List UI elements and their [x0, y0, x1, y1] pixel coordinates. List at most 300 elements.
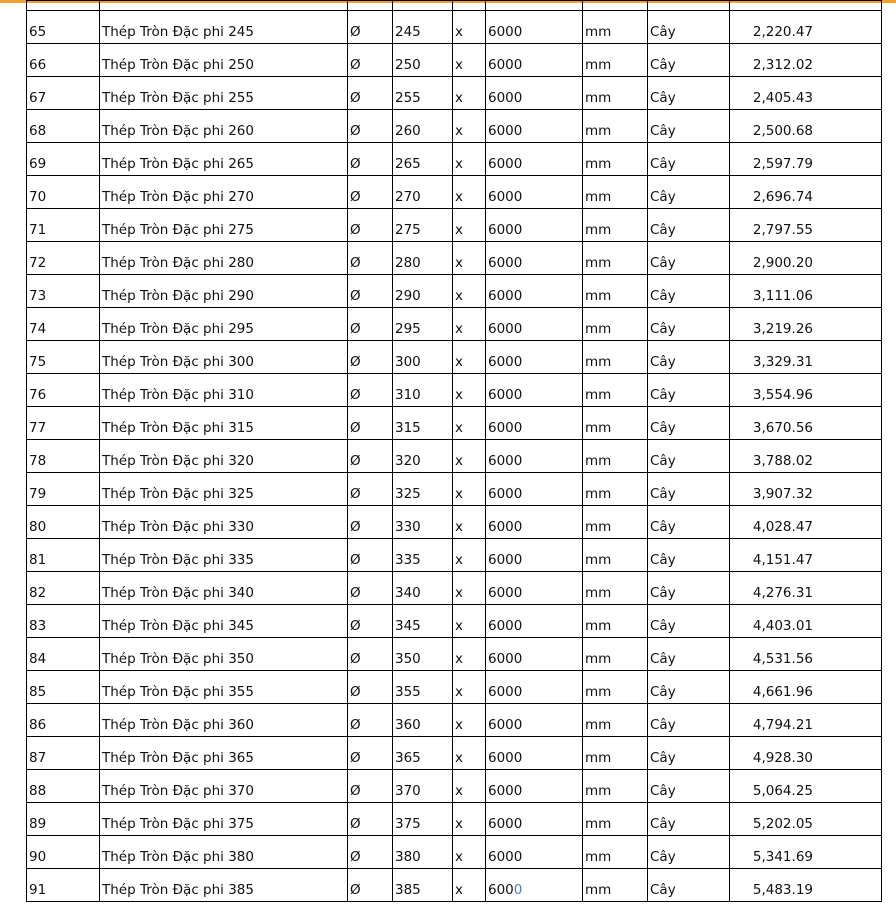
cell-length	[486, 44, 583, 77]
cell-unit	[583, 143, 648, 176]
cell-diameter-symbol	[348, 671, 393, 704]
cell-diameter	[393, 572, 453, 605]
cell-unit	[583, 638, 648, 671]
cell-times-sign	[453, 77, 486, 110]
cell-diameter-symbol	[348, 77, 393, 110]
table-row	[27, 836, 882, 869]
cell-name-text: Thép Tròn Đặc phi 330	[102, 519, 254, 535]
cell-name-text: Thép Tròn Đặc phi 300	[102, 354, 254, 370]
cell-diameter-text: 350	[395, 651, 421, 667]
cell-name-text: Thép Tròn Đặc phi 380	[102, 849, 254, 865]
cell-weight	[730, 374, 882, 407]
cell-diameter	[393, 473, 453, 506]
cell-length-text: 6000	[488, 189, 523, 205]
table-row	[27, 770, 882, 803]
cell-times-sign	[453, 605, 486, 638]
cell-weight-text: 2,900.20	[752, 255, 813, 271]
cell-no-text: 88	[29, 783, 47, 799]
cell-name	[100, 803, 348, 836]
cell-weight	[730, 407, 882, 440]
cell-diameter-text: 295	[395, 321, 421, 337]
cell-weight	[730, 605, 882, 638]
cell-length-text: 6000	[488, 24, 523, 40]
cell-diameter-symbol-text: Ø	[350, 24, 361, 40]
cell-times-sign	[453, 770, 486, 803]
cell-uom	[648, 176, 730, 209]
cell-weight	[730, 869, 882, 902]
cell-weight	[730, 638, 882, 671]
cell-uom-text: Cây	[650, 717, 676, 733]
cell-name-text: Thép Tròn Đặc phi 350	[102, 651, 254, 667]
cell-length	[486, 176, 583, 209]
cell-diameter	[393, 737, 453, 770]
cell-diameter	[393, 704, 453, 737]
cell-unit-text: mm	[585, 321, 612, 337]
cell-times-sign-text: x	[455, 156, 463, 172]
cell-no	[27, 572, 100, 605]
cell-diameter	[393, 341, 453, 374]
cell-uom-text: Cây	[650, 420, 676, 436]
cell-unit-text: mm	[585, 882, 612, 898]
cell-weight-text: 5,341.69	[752, 849, 813, 865]
cell-name	[100, 242, 348, 275]
cell-diameter-symbol-text: Ø	[350, 123, 361, 139]
cell-length-text: 6000	[488, 486, 523, 502]
cell-name-text: Thép Tròn Đặc phi 275	[102, 222, 254, 238]
cell-diameter-text: 245	[395, 24, 421, 40]
cell-uom-text: Cây	[650, 156, 676, 172]
cell-diameter-text: 330	[395, 519, 421, 535]
cell-no	[27, 242, 100, 275]
cell-diameter-symbol-text: Ø	[350, 849, 361, 865]
cell-no	[27, 11, 100, 44]
cell-unit	[583, 110, 648, 143]
cell-name-text: Thép Tròn Đặc phi 340	[102, 585, 254, 601]
cell-name	[100, 638, 348, 671]
cell-length	[486, 275, 583, 308]
cell-diameter-symbol	[348, 605, 393, 638]
cell-no-text: 65	[29, 24, 47, 40]
cell-diameter-text: 340	[395, 585, 421, 601]
cell-diameter-symbol	[348, 110, 393, 143]
cell-uom-text: Cây	[650, 849, 676, 865]
cell-unit-text: mm	[585, 816, 612, 832]
cell-no	[27, 506, 100, 539]
cell-times-sign-text: x	[455, 519, 463, 535]
cell-weight	[730, 242, 882, 275]
cell-weight-text: 4,531.56	[752, 651, 813, 667]
cell-name-text: Thép Tròn Đặc phi 335	[102, 552, 254, 568]
cell-times-sign	[453, 440, 486, 473]
cell-diameter-text: 255	[395, 90, 421, 106]
cell-length	[486, 770, 583, 803]
cell-uom-text: Cây	[650, 222, 676, 238]
cell-length	[486, 77, 583, 110]
cell-no	[27, 803, 100, 836]
cell-uom-text: Cây	[650, 486, 676, 502]
table-row	[27, 275, 882, 308]
cell-name	[100, 374, 348, 407]
cell-diameter-symbol-text: Ø	[350, 387, 361, 403]
cell-uom	[648, 308, 730, 341]
cell-no-text: 80	[29, 519, 47, 535]
cell-no-text: 86	[29, 717, 47, 733]
cell-diameter-symbol-text: Ø	[350, 288, 361, 304]
cell-unit	[583, 671, 648, 704]
cell-length	[486, 836, 583, 869]
cell-diameter-text: 280	[395, 255, 421, 271]
cell-uom	[648, 737, 730, 770]
cell-length	[486, 341, 583, 374]
cell-diameter	[393, 671, 453, 704]
cell-times-sign-text: x	[455, 816, 463, 832]
cell-weight-text: 4,028.47	[752, 519, 813, 535]
cell-diameter-text: 320	[395, 453, 421, 469]
cell-weight-text: 2,797.55	[752, 222, 813, 238]
cell-no	[27, 539, 100, 572]
cell-length	[486, 110, 583, 143]
cell-unit-text: mm	[585, 552, 612, 568]
cell-length-text: 6000	[488, 849, 523, 865]
cell-weight-text: 2,405.43	[752, 90, 813, 106]
cell-weight	[730, 77, 882, 110]
cell-unit	[583, 605, 648, 638]
table-row	[27, 11, 882, 44]
cell-times-sign	[453, 176, 486, 209]
cell-name	[100, 836, 348, 869]
cell-uom-text: Cây	[650, 354, 676, 370]
cell-times-sign	[453, 869, 486, 902]
cell-diameter-symbol	[348, 770, 393, 803]
cell-diameter-symbol-text: Ø	[350, 684, 361, 700]
cell-diameter	[393, 869, 453, 902]
cell-weight	[730, 572, 882, 605]
cell-diameter	[393, 440, 453, 473]
cell-diameter-symbol	[348, 176, 393, 209]
cell-unit	[583, 572, 648, 605]
cell-name	[100, 869, 348, 902]
table-row	[27, 209, 882, 242]
cell-no	[27, 374, 100, 407]
cell-unit-text: mm	[585, 585, 612, 601]
cell-unit-text: mm	[585, 519, 612, 535]
cell-weight-text: 3,788.02	[752, 453, 813, 469]
cell-uom	[648, 440, 730, 473]
cell-no-text: 91	[29, 882, 47, 898]
cell-name-text: Thép Tròn Đặc phi 290	[102, 288, 254, 304]
cell-times-sign-text: x	[455, 24, 463, 40]
cell-diameter-symbol-text: Ø	[350, 783, 361, 799]
cell-unit-text: mm	[585, 189, 612, 205]
cell-uom	[648, 704, 730, 737]
cell-unit	[583, 44, 648, 77]
table-row	[27, 473, 882, 506]
cell-unit	[583, 308, 648, 341]
cell-weight-text: 5,064.25	[752, 783, 813, 799]
cell-times-sign-text: x	[455, 585, 463, 601]
cell-name-text: Thép Tròn Đặc phi 280	[102, 255, 254, 271]
cell-times-sign	[453, 671, 486, 704]
cell-diameter-text: 270	[395, 189, 421, 205]
cell-weight-text: 2,312.02	[752, 57, 813, 73]
cell-times-sign-text: x	[455, 717, 463, 733]
cell-length	[486, 440, 583, 473]
table-row	[27, 539, 882, 572]
cell-length-text: 6000	[488, 552, 523, 568]
cell-unit	[583, 473, 648, 506]
cell-no	[27, 605, 100, 638]
cell-uom-text: Cây	[650, 90, 676, 106]
cell-unit	[583, 506, 648, 539]
cell-no	[27, 308, 100, 341]
length-text-tail: 0	[513, 882, 523, 898]
cell-diameter-text: 335	[395, 552, 421, 568]
cell-name-text: Thép Tròn Đặc phi 370	[102, 783, 254, 799]
cell-times-sign	[453, 44, 486, 77]
cell-times-sign-text: x	[455, 618, 463, 634]
cell-unit-text: mm	[585, 420, 612, 436]
cell-weight-text: 2,597.79	[752, 156, 813, 172]
cell-weight	[730, 704, 882, 737]
cell-times-sign	[453, 374, 486, 407]
cell-unit	[583, 341, 648, 374]
cell-uom	[648, 77, 730, 110]
cell-diameter-symbol-text: Ø	[350, 189, 361, 205]
cell-diameter-symbol	[348, 374, 393, 407]
cell-uom-text: Cây	[650, 783, 676, 799]
cell-times-sign	[453, 704, 486, 737]
cell-diameter-text: 355	[395, 684, 421, 700]
cell-name	[100, 143, 348, 176]
cell-diameter	[393, 638, 453, 671]
cell-weight	[730, 143, 882, 176]
cell-times-sign	[453, 803, 486, 836]
cell-length	[486, 605, 583, 638]
cell-diameter-text: 315	[395, 420, 421, 436]
cell-diameter	[393, 308, 453, 341]
cell-diameter-symbol-text: Ø	[350, 453, 361, 469]
cell-name	[100, 308, 348, 341]
cell-weight	[730, 506, 882, 539]
cell-unit	[583, 836, 648, 869]
cell-no-text: 72	[29, 255, 47, 271]
cell-times-sign-text: x	[455, 57, 463, 73]
cell-length-text: 6000	[488, 651, 523, 667]
cell-diameter	[393, 44, 453, 77]
cell-name	[100, 407, 348, 440]
cell-length	[486, 473, 583, 506]
cell-no	[27, 341, 100, 374]
cell-name-text: Thép Tròn Đặc phi 355	[102, 684, 254, 700]
cell-length-text: 6000	[488, 519, 523, 535]
cell-no-text: 75	[29, 354, 47, 370]
cell-weight-text: 4,276.31	[752, 585, 813, 601]
cell-length-text: 6000	[488, 750, 523, 766]
cell-length	[486, 11, 583, 44]
cell-length-text: 6000	[488, 288, 523, 304]
cell-weight	[730, 11, 882, 44]
cell-diameter-text: 385	[395, 882, 421, 898]
cell-diameter	[393, 605, 453, 638]
cell-weight	[730, 671, 882, 704]
cell-no-text: 84	[29, 651, 47, 667]
cell-weight-text: 3,670.56	[752, 420, 813, 436]
cell-times-sign	[453, 407, 486, 440]
cell-times-sign-text: x	[455, 849, 463, 865]
cell-diameter	[393, 539, 453, 572]
cell-diameter-symbol-text: Ø	[350, 222, 361, 238]
cell-uom-text: Cây	[650, 24, 676, 40]
cell-weight-text: 5,483.19	[752, 882, 813, 898]
table-row	[27, 572, 882, 605]
cell-length	[486, 407, 583, 440]
cell-uom-text: Cây	[650, 123, 676, 139]
table-row	[27, 308, 882, 341]
cell-length	[486, 143, 583, 176]
cell-diameter-text: 365	[395, 750, 421, 766]
cell-diameter-text: 375	[395, 816, 421, 832]
cell-weight	[730, 209, 882, 242]
cell-times-sign-text: x	[455, 453, 463, 469]
cell-diameter-text: 380	[395, 849, 421, 865]
cell-diameter-symbol	[348, 572, 393, 605]
cell-unit-text: mm	[585, 684, 612, 700]
cell-name-text: Thép Tròn Đặc phi 365	[102, 750, 254, 766]
cell-uom	[648, 869, 730, 902]
cell-name-text: Thép Tròn Đặc phi 375	[102, 816, 254, 832]
cell-diameter-symbol-text: Ø	[350, 321, 361, 337]
cell-uom-text: Cây	[650, 651, 676, 667]
cell-times-sign-text: x	[455, 123, 463, 139]
cell-diameter	[393, 803, 453, 836]
cell-diameter-text: 275	[395, 222, 421, 238]
cell-diameter-symbol-text: Ø	[350, 750, 361, 766]
cell-unit	[583, 539, 648, 572]
table-row	[27, 242, 882, 275]
cell-diameter-symbol-text: Ø	[350, 552, 361, 568]
cell-uom	[648, 209, 730, 242]
cell-name	[100, 275, 348, 308]
cell-diameter-symbol	[348, 737, 393, 770]
cell-length-text: 6000	[488, 156, 523, 172]
cell-diameter-symbol	[348, 242, 393, 275]
table-row	[27, 671, 882, 704]
cell-unit	[583, 275, 648, 308]
cell-unit-text: mm	[585, 750, 612, 766]
cell-name-text: Thép Tròn Đặc phi 270	[102, 189, 254, 205]
cell-unit-text: mm	[585, 387, 612, 403]
cell-diameter-symbol	[348, 440, 393, 473]
cell-uom-text: Cây	[650, 750, 676, 766]
cell-uom	[648, 374, 730, 407]
cell-diameter-symbol	[348, 308, 393, 341]
cell-length-text: 6000	[488, 321, 523, 337]
cell-weight-text: 4,661.96	[752, 684, 813, 700]
cell-weight	[730, 770, 882, 803]
cell-diameter-symbol	[348, 869, 393, 902]
cell-diameter	[393, 143, 453, 176]
cell-uom-text: Cây	[650, 321, 676, 337]
cell-length-text: 6000	[488, 420, 523, 436]
table-row	[27, 506, 882, 539]
cell-no-text: 87	[29, 750, 47, 766]
cell-length	[486, 506, 583, 539]
cell-unit-text: mm	[585, 288, 612, 304]
cell-times-sign-text: x	[455, 882, 463, 898]
cell-unit	[583, 242, 648, 275]
cell-times-sign	[453, 737, 486, 770]
cell-no-text: 83	[29, 618, 47, 634]
cell-name	[100, 605, 348, 638]
cell-diameter-symbol-text: Ø	[350, 354, 361, 370]
cell-length	[486, 638, 583, 671]
table-row	[27, 44, 882, 77]
table-row	[27, 803, 882, 836]
cell-uom	[648, 671, 730, 704]
cell-name-text: Thép Tròn Đặc phi 260	[102, 123, 254, 139]
cell-times-sign	[453, 572, 486, 605]
cell-name	[100, 209, 348, 242]
cell-diameter-symbol	[348, 407, 393, 440]
cell-no	[27, 143, 100, 176]
cell-times-sign	[453, 506, 486, 539]
cell-uom	[648, 407, 730, 440]
cell-name	[100, 539, 348, 572]
cell-uom-text: Cây	[650, 255, 676, 271]
cell-no	[27, 473, 100, 506]
cell-weight-text: 3,329.31	[752, 354, 813, 370]
cell-length-text: 6000	[488, 585, 523, 601]
cell-times-sign-text: x	[455, 651, 463, 667]
cell-length-text: 6000	[488, 618, 523, 634]
cell-diameter-symbol-text: Ø	[350, 651, 361, 667]
cell-name-text: Thép Tròn Đặc phi 345	[102, 618, 254, 634]
cell-diameter	[393, 275, 453, 308]
cell-times-sign-text: x	[455, 684, 463, 700]
cell-diameter-text: 360	[395, 717, 421, 733]
cell-diameter-symbol	[348, 704, 393, 737]
cell-times-sign	[453, 209, 486, 242]
cell-diameter-symbol	[348, 638, 393, 671]
cell-uom-text: Cây	[650, 189, 676, 205]
cell-no	[27, 737, 100, 770]
cell-times-sign-text: x	[455, 354, 463, 370]
cell-no-text: 77	[29, 420, 47, 436]
cell-no	[27, 869, 100, 902]
cell-times-sign	[453, 638, 486, 671]
cell-times-sign	[453, 308, 486, 341]
cell-length-text: 6000	[488, 783, 523, 799]
cell-uom-text: Cây	[650, 519, 676, 535]
cell-weight	[730, 44, 882, 77]
cell-unit-text: mm	[585, 354, 612, 370]
cell-length-text: 6000	[488, 717, 523, 733]
table-row	[27, 737, 882, 770]
cell-no	[27, 77, 100, 110]
cell-times-sign-text: x	[455, 420, 463, 436]
cell-weight-text: 4,403.01	[752, 618, 813, 634]
cell-no-text: 73	[29, 288, 47, 304]
cell-unit-text: mm	[585, 90, 612, 106]
cell-weight-text: 4,151.47	[752, 552, 813, 568]
cell-length	[486, 209, 583, 242]
cell-no	[27, 638, 100, 671]
cell-times-sign	[453, 836, 486, 869]
cell-no	[27, 44, 100, 77]
cell-times-sign-text: x	[455, 552, 463, 568]
cell-name	[100, 110, 348, 143]
table-row	[27, 374, 882, 407]
